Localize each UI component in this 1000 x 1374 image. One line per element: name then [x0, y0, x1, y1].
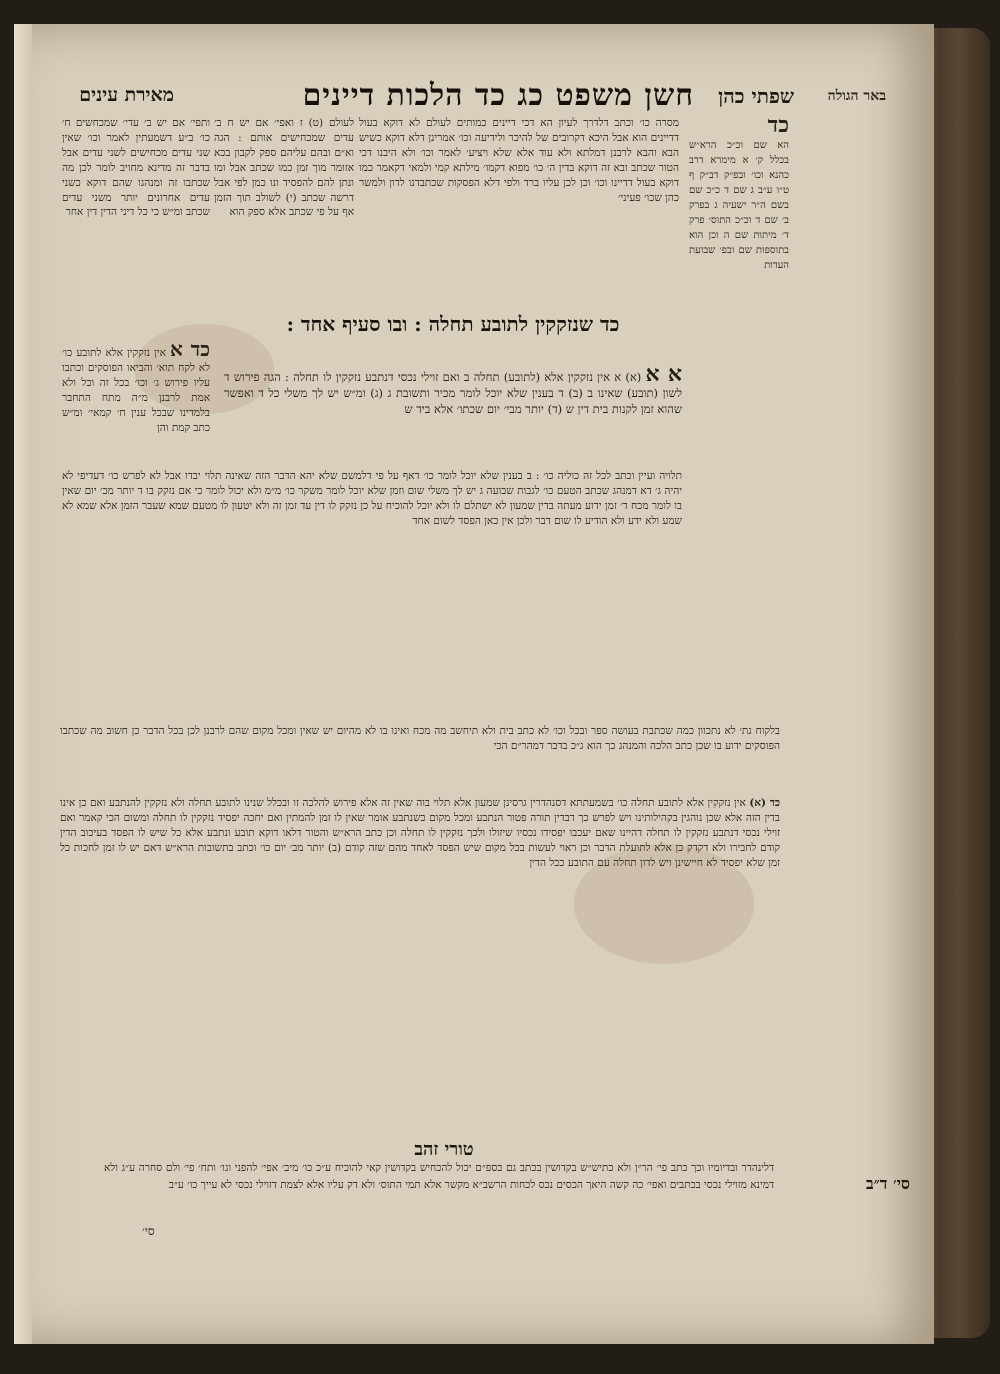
siman-heading: כד שנזקקין לתובע תחלה : ובו סעיף אחד :: [286, 312, 620, 336]
be-er-hagolah-column: [689, 112, 789, 512]
main-text-column: [214, 116, 354, 306]
commentary-block-3: [60, 796, 780, 1136]
turei-zahav-text: דלינהדר ובדיומיו וכך כתב פי׳ הר״ן ולא כתיש״ש בקדושין בכתב גם בספ״ם יכול להכחיש בקדושין קאי להוכיח ע״כ כו׳ מיב׳ אפי׳ להפני וגו׳ ותח׳ פי׳ ולם סחרה ע״ג ולא דמינא מזוילי נכסי בכתבים ואפי׳ כה קשה היאך הכסים נכס לכחות הרשב״א מקשר אלא תמי התוס׳ ולא דק עליו אלא לצמת דזוילי נכסי לא עייך כו׳ ע״ב: [104, 1162, 774, 1191]
main-text: לעולם (ט) ז ואפי׳ אם יש ח ב׳ עדים שמכחישים אותם : הגה וא״ם ובהם עליהם ספק לקבון בכא אזומר מוך זמן כמו שכתב אבל ומו ונתן להם להפסיד ונו כמן לפי אבל דרשה שכתב (י) לשולב תוך הזמן אף על פי שכתב אלא ספק הוא: [214, 117, 354, 219]
header-shiftei-kohen: שפתי כהן: [718, 84, 794, 108]
header-be-er-hagolah: באר הגולה: [827, 88, 886, 104]
commentary-block-2: [60, 724, 780, 794]
page-header: [34, 76, 914, 116]
commentary-letter: כד (א): [749, 797, 780, 809]
commentary-text-1: תלויה ועיין וכתב לכל זה כוליה כו׳ : ב בענין שלא יוכל לומר כו׳ דאף על פי דלמשם שלא יהא הדבר הזה שאינה תלוי יבדו אבל לא לפרש כו׳ דעדיפי לא יהיה ג׳ דא דמנהג שכתב הטעם כו׳ לגבות שבועה ג יש לך משלי שום וזמן שלא יוכל לומר משקר כו׳ מ״מ ולא יכול לומר כי אם נזקק בו ד יותר מב׳ יום שאין בו לומר מכח ד׳ זמן ידוע מעתה בדין שמעון לא ישתלם לו ולא יוכל להוכיח על כן נזקק לו דין עד זמן זה ולא יטעון לו מטעם שמא שעבר הזמן אלא שמא לא שמע ולא ידע ולא הודיע לו שום דבר ולכן אין כאן הפסד לשום אחד: [62, 470, 682, 527]
seif-alef: [224, 361, 682, 466]
turei-zahav-mark: סי׳ ד״ב: [865, 1174, 910, 1193]
meirat-einayim-siman-text: אין נזקקין אלא לתובע כו׳ לא לקח תוא׳ והביאו הפוסקים וכתבו עליו פירוש ג׳ וכו׳ בכל זה וכל ולא אמת לרבנן מ״ה מתח התחבר בלמדינו שבכל ענין ח׳ קמאי׳ ומ״ש כתב קמת והן: [62, 347, 210, 434]
commentary-block-1: [62, 469, 682, 719]
seif-letters: א א: [645, 361, 682, 387]
sidebar-kaf-label: כד: [767, 112, 789, 138]
meirat-einayim-text: ותפי׳ אם יש ב׳ עדי׳ שמכחשים ח׳ כו׳ ב״ע דשמעתין לאמר וכו׳ שאין שני עדים מכחישים לשני עדים אבל בדבר זה מדינא מחויב לומר לכן מה שכתבו זה ומנהגו שהם דוקא כשני עדים אחרונים יותר משני עדים שכתב ומ״ש כי כל דיני הדין דין אחר: [62, 117, 210, 219]
shach-column: [359, 116, 679, 306]
header-main-title: חשן משפט כג כד הלכות דיינים: [302, 78, 694, 113]
seif-text: (א) א אין נזקקין אלא (לתובע) תחלה ב ואם זוילי נכסי דנתבע נזקקין לו תחלה : הגה פירוש ד לשון (תובע) שאינו ב (ב) ד בענין שלא יוכל לומר מכיר ותשובת ג (ג) ומ״ש יש לך משלי כל ד ואפשר שהוא זמן לקנות בית דין ש (ד) יותר מבי׳ יום שכתו׳ אלא ביד ש: [224, 370, 682, 416]
shach-text: מסרה כו׳ וכתב דלדרך לעיון הא דכי דיינים כמותים לעולם לא דוקא בעול דדיינים הוא אבל היכא דקרובים של להיכר ולידיעה וכו׳ אמרינן דלא דוקא כשיש הבא והבא לרבנן דמלתא ולא עוד אלא שלא ויציע׳ לאמר וכו׳ ולא היבנו דכי הטור שכתב ובא זה דוקא בדין ה׳ כו׳ מפוא דקמו׳ מילתא קמי ולמאי דקאמר כמו דוקא בעול דדיינו וכו׳ וכן לכן עליו ברד ולפי דלא הפסקות שכתבדנו לדון ולמשר כהן שכו׳ פעיני׳: [359, 117, 679, 204]
catchword: סי׳: [142, 1224, 155, 1238]
commentary-text-3: אין נזקקין אלא לתובע תחלה כו׳ בשמעתתא דסנהדרין גרסינן שמעון אלא תלוי בוה שאין זה אלא פירוש להלכה זו ובכלל שנינו לתובע תחלה ולא נזקקין להנתבע ואם כן אינו בדין הזה אלא שכן נוהגין בקהילותינו ויש לפרש כך דבדין תורה פטור הנתבע ומכל מקום כשנתבע אומר שאין לו זמן להמתין ואם יחכה יפסיד נזקקין לו תחלה ומשום הכי קאמר ואם זוילי נכסי דנתבע נזקקין לו תחלה דהיינו שאם יעכבו יפסידו נכסיו שיזולו ולכך נזקקין לו תחלה וכן כתב הרא״ש והטור דלאו דוקא תובע ונתבע אלא כל שיש לו הפסד בעיכוב הדין קודם לחבירו ולא דקדק כן אלא לתועלת הדבר וכן ראוי לעשות בכל מקום שיש הפסד לאחד מהם שזה קודם (ב) יותר מב׳ יום כו׳ וכתב בתשובות הרא״ש דאם יש לו זמן לחכות כל זמן שלא יפסיד לא חיישינן ויש לדון תחלה עם התובע ככל הדין: [60, 797, 780, 869]
commentary-text-2: בלקוח גת׳ לא נתכוון כמה שכתבת בעושה ספר ובכל וכו׳ לא כתב בית ולא תיחשב מה מכח ואינו בו לא מהיום יש שאין ומכל מקום שהם לרבנן לכן בכל הדבר כן חשוב מה שכתבו הפוסקים ידוע בו שכן כתב הלכה והמנהג כך הוא ג״כ בדבר דמהר״ם הכי: [60, 725, 780, 752]
book-page: [14, 24, 934, 1344]
turei-zahav-title: טורי זהב: [414, 1139, 474, 1160]
meirat-einayim-siman: [62, 337, 210, 472]
meirat-einayim-kaf-label: כד א: [170, 337, 210, 361]
page-gutter: [14, 24, 32, 1344]
sidebar-text: הא שם וכ״כ הרא״ש בכלל ק׳ א מימרא דרב כהנא וכו׳ ובפ״ק דב״ק ף ט״ו ע״ב ג שם ד כ״כ שם בשם ה״ר ישעיה ג בפרק ב׳ שם ד וכ״כ התוס׳ פרק ד׳ מיתות שם ה וכן הוא בתוספות שם ובפ׳ שבועת העדות: [689, 140, 789, 271]
header-meirat-einayim: מאירת עינים: [79, 84, 174, 106]
